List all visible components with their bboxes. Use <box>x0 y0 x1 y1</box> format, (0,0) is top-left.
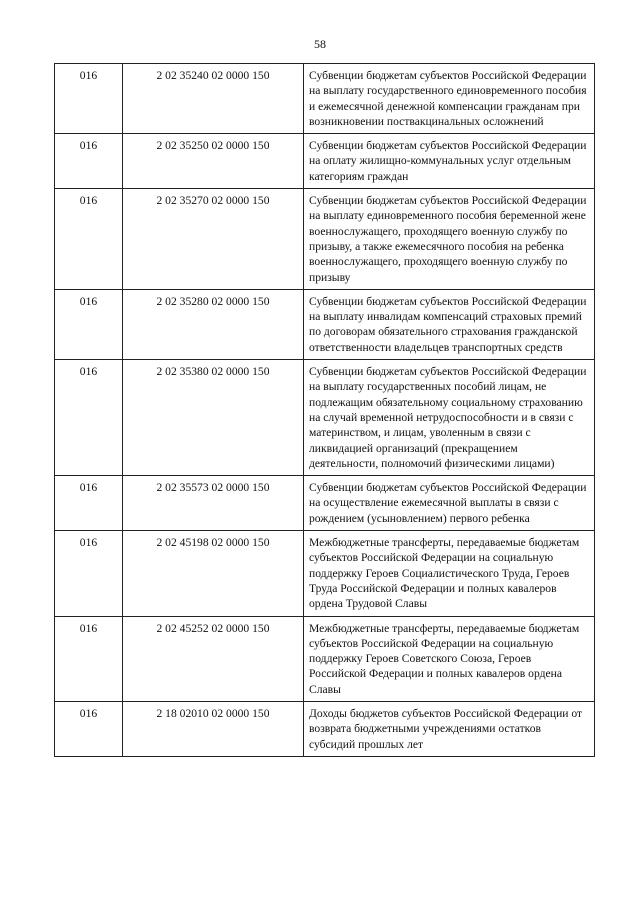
table-row <box>55 360 595 476</box>
table-row <box>55 64 595 134</box>
table-row <box>55 134 595 189</box>
income-name-cell: Субвенции бюджетам субъектов Российской Федерации на выплату инвалидам компенсаций страховых премий по договорам обязательного страхования гражданской ответственности владельцев транспортных средств <box>304 289 595 359</box>
income-name-cell: Доходы бюджетов субъектов Российской Федерации от возврата бюджетными учреждениями остатков субсидий прошлых лет <box>304 701 595 756</box>
admin-code-cell: 016 <box>55 134 123 189</box>
classification-code-cell: 2 02 35270 02 0000 150 <box>123 189 304 290</box>
admin-code-cell: 016 <box>55 616 123 701</box>
income-name-cell: Межбюджетные трансферты, передаваемые бюджетам субъектов Российской Федерации на социальную поддержку Героев Советского Союза, Героев Российской Федерации и полных кавалеров ордена Славы <box>304 616 595 701</box>
income-name-cell: Межбюджетные трансферты, передаваемые бюджетам субъектов Российской Федерации на социальную поддержку Героев Социалистического Труда, Героев Труда Российской Федерации и полных кавалеров ордена Трудовой Славы <box>304 531 595 616</box>
income-name-cell: Субвенции бюджетам субъектов Российской Федерации на выплату государственного единовременного пособия и ежемесячной денежной компенсации гражданам при возникновении поствакцинальных осложнений <box>304 64 595 134</box>
income-name-cell: Субвенции бюджетам субъектов Российской Федерации на выплату государственных пособий лицам, не подлежащим обязательному социальному страхованию на случай временной нетрудоспособности и в связи с материнством, и лицам, уволенным в связи с ликвидацией организаций (прекращением деятельности, полномочий физическими лицами) <box>304 360 595 476</box>
classification-code-cell: 2 18 02010 02 0000 150 <box>123 701 304 756</box>
classification-code-cell: 2 02 45252 02 0000 150 <box>123 616 304 701</box>
admin-code-cell: 016 <box>55 531 123 616</box>
table-row <box>55 189 595 290</box>
admin-code-cell: 016 <box>55 701 123 756</box>
classification-code-cell: 2 02 35380 02 0000 150 <box>123 360 304 476</box>
table-row <box>55 476 595 531</box>
admin-code-cell: 016 <box>55 289 123 359</box>
income-name-cell: Субвенции бюджетам субъектов Российской Федерации на осуществление ежемесячной выплаты в связи с рождением (усыновлением) первого ребенка <box>304 476 595 531</box>
admin-code-cell: 016 <box>55 189 123 290</box>
admin-code-cell: 016 <box>55 64 123 134</box>
table-row <box>55 289 595 359</box>
classification-code-cell: 2 02 35573 02 0000 150 <box>123 476 304 531</box>
income-name-cell: Субвенции бюджетам субъектов Российской Федерации на выплату единовременного пособия беременной жене военнослужащего, проходящего военную службу по призыву, а также ежемесячного пособия на ребенка военнослужащего, проходящего военную службу по призыву <box>304 189 595 290</box>
classification-code-cell: 2 02 35280 02 0000 150 <box>123 289 304 359</box>
admin-code-cell: 016 <box>55 476 123 531</box>
budget-classification-table <box>54 63 595 757</box>
admin-code-cell: 016 <box>55 360 123 476</box>
table-row <box>55 531 595 616</box>
classification-code-cell: 2 02 35240 02 0000 150 <box>123 64 304 134</box>
table-row <box>55 616 595 701</box>
table-row <box>55 701 595 756</box>
classification-code-cell: 2 02 45198 02 0000 150 <box>123 531 304 616</box>
income-name-cell: Субвенции бюджетам субъектов Российской Федерации на оплату жилищно-коммунальных услуг отдельным категориям граждан <box>304 134 595 189</box>
page-number: 58 <box>314 37 326 51</box>
classification-code-cell: 2 02 35250 02 0000 150 <box>123 134 304 189</box>
